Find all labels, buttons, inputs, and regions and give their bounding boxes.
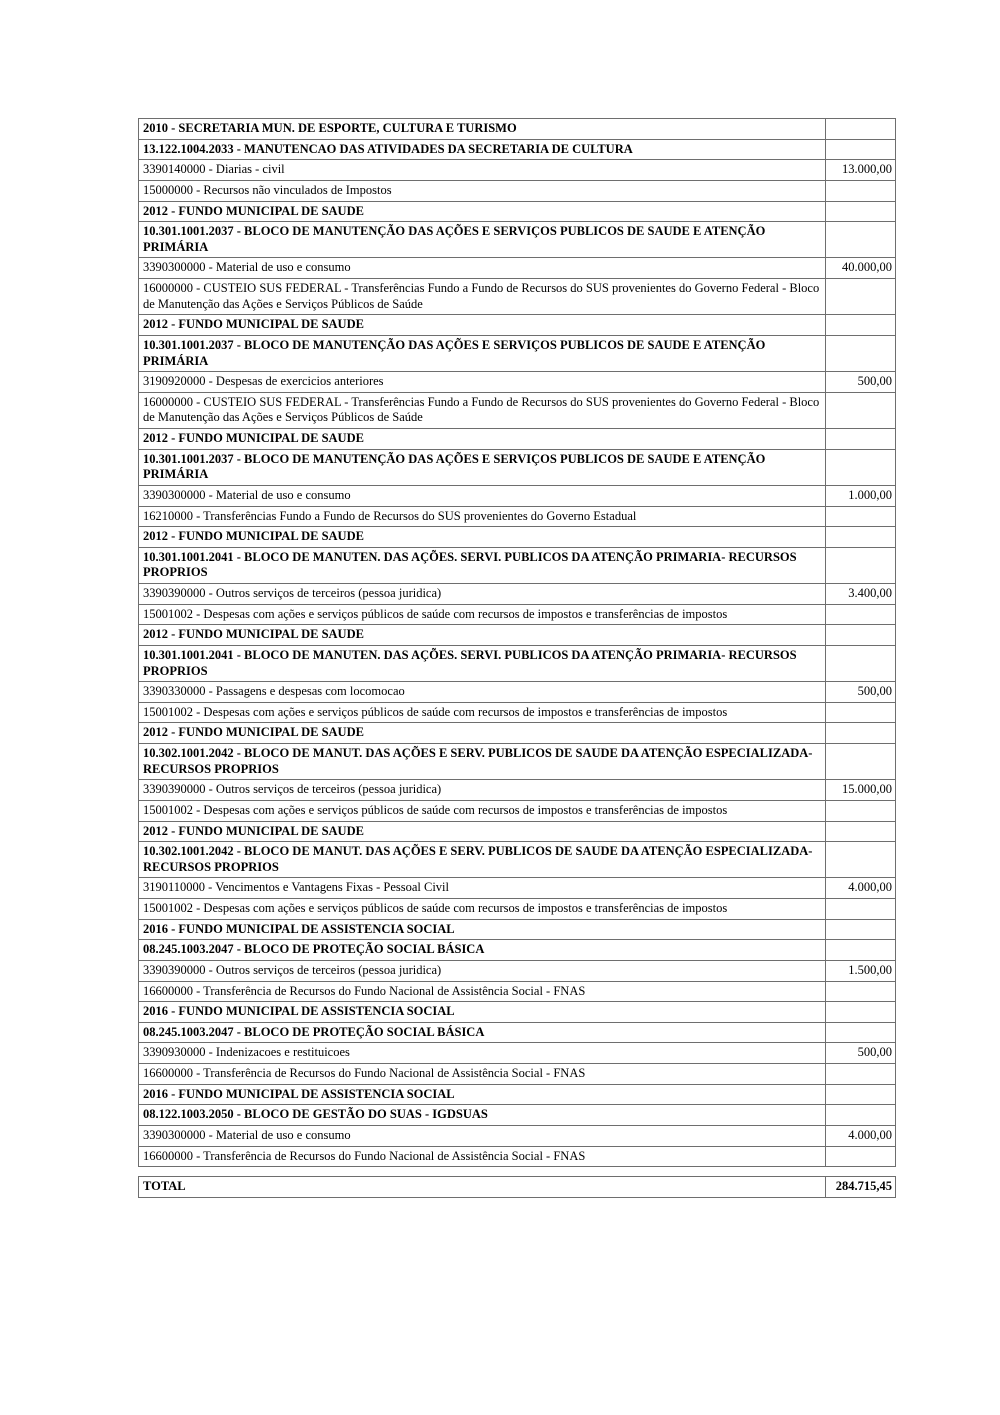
- table-row: [139, 392, 896, 428]
- row-description: 2012 - FUNDO MUNICIPAL DE SAUDE: [139, 821, 826, 842]
- row-description: 10.302.1001.2042 - BLOCO DE MANUT. DAS AÇÕES E SERV. PUBLICOS DE SAUDE DA ATENÇÃO ESPECIALIZADA- RECURSOS PROPRIOS: [139, 842, 826, 878]
- row-description: 3390300000 - Material de uso e consumo: [139, 1125, 826, 1146]
- row-description: 10.301.1001.2037 - BLOCO DE MANUTENÇÃO DAS AÇÕES E SERVIÇOS PUBLICOS DE SAUDE E ATENÇÃO PRIMÁRIA: [139, 335, 826, 371]
- table-row: [139, 899, 896, 920]
- row-value: [826, 315, 896, 336]
- row-description: 3390300000 - Material de uso e consumo: [139, 258, 826, 279]
- table-row: [139, 180, 896, 201]
- table-row: [139, 1125, 896, 1146]
- table-row: [139, 878, 896, 899]
- row-description: 15001002 - Despesas com ações e serviços públicos de saúde com recursos de impostos e transferências de impostos: [139, 800, 826, 821]
- row-value: [826, 800, 896, 821]
- table-row: [139, 1064, 896, 1085]
- table-row: [139, 744, 896, 780]
- row-description: 15001002 - Despesas com ações e serviços públicos de saúde com recursos de impostos e transferências de impostos: [139, 702, 826, 723]
- row-value: [826, 1064, 896, 1085]
- row-description: 15001002 - Despesas com ações e serviços públicos de saúde com recursos de impostos e transferências de impostos: [139, 899, 826, 920]
- table-row: [139, 258, 896, 279]
- budget-document: [138, 118, 892, 1198]
- row-value: 500,00: [826, 372, 896, 393]
- row-description: 08.245.1003.2047 - BLOCO DE PROTEÇÃO SOCIAL BÁSICA: [139, 1022, 826, 1043]
- table-row: [139, 940, 896, 961]
- row-description: 10.301.1001.2041 - BLOCO DE MANUTEN. DAS AÇÕES. SERVI. PUBLICOS DA ATENÇÃO PRIMARIA- RECURSOS PROPRIOS: [139, 645, 826, 681]
- table-row: [139, 604, 896, 625]
- row-value: [826, 1002, 896, 1023]
- table-row: [139, 1043, 896, 1064]
- row-value: [826, 744, 896, 780]
- row-value: [826, 723, 896, 744]
- row-description: 08.122.1003.2050 - BLOCO DE GESTÃO DO SUAS - IGDSUAS: [139, 1105, 826, 1126]
- row-description: 2016 - FUNDO MUNICIPAL DE ASSISTENCIA SOCIAL: [139, 1002, 826, 1023]
- row-description: 15000000 - Recursos não vinculados de Impostos: [139, 180, 826, 201]
- row-value: [826, 1084, 896, 1105]
- row-description: 10.301.1001.2041 - BLOCO DE MANUTEN. DAS AÇÕES. SERVI. PUBLICOS DA ATENÇÃO PRIMARIA- RECURSOS PROPRIOS: [139, 547, 826, 583]
- row-description: 10.301.1001.2037 - BLOCO DE MANUTENÇÃO DAS AÇÕES E SERVIÇOS PUBLICOS DE SAUDE E ATENÇÃO PRIMÁRIA: [139, 222, 826, 258]
- row-description: 16600000 - Transferência de Recursos do Fundo Nacional de Assistência Social - FNAS: [139, 1064, 826, 1085]
- table-row: [139, 1084, 896, 1105]
- row-description: 16000000 - CUSTEIO SUS FEDERAL - Transferências Fundo a Fundo de Recursos do SUS provenientes do Governo Federal - Bloco de Manutenção das Ações e Serviços Públicos de Saúde: [139, 279, 826, 315]
- row-value: 40.000,00: [826, 258, 896, 279]
- table-row: [139, 842, 896, 878]
- row-value: [826, 625, 896, 646]
- row-description: 3390140000 - Diarias - civil: [139, 160, 826, 181]
- table-row: [139, 1002, 896, 1023]
- row-value: [826, 919, 896, 940]
- total-value: 284.715,45: [826, 1177, 896, 1198]
- row-description: 3390330000 - Passagens e despesas com locomocao: [139, 682, 826, 703]
- row-description: 3390930000 - Indenizacoes e restituicoes: [139, 1043, 826, 1064]
- table-row: [139, 201, 896, 222]
- row-description: 16000000 - CUSTEIO SUS FEDERAL - Transferências Fundo a Fundo de Recursos do SUS provenientes do Governo Federal - Bloco de Manutenção das Ações e Serviços Públicos de Saúde: [139, 392, 826, 428]
- row-value: [826, 527, 896, 548]
- table-row: [139, 960, 896, 981]
- table-row: [139, 1022, 896, 1043]
- table-row: [139, 222, 896, 258]
- row-value: 3.400,00: [826, 584, 896, 605]
- row-description: 2012 - FUNDO MUNICIPAL DE SAUDE: [139, 315, 826, 336]
- row-description: 2012 - FUNDO MUNICIPAL DE SAUDE: [139, 527, 826, 548]
- table-row: [139, 160, 896, 181]
- row-value: [826, 981, 896, 1002]
- table-row: [139, 780, 896, 801]
- row-value: [826, 279, 896, 315]
- table-row: [139, 645, 896, 681]
- table-row: [139, 1105, 896, 1126]
- row-value: 15.000,00: [826, 780, 896, 801]
- table-row: [139, 335, 896, 371]
- row-description: 3190110000 - Vencimentos e Vantagens Fixas - Pessoal Civil: [139, 878, 826, 899]
- table-row: [139, 682, 896, 703]
- table-row: [139, 547, 896, 583]
- row-description: 2012 - FUNDO MUNICIPAL DE SAUDE: [139, 429, 826, 450]
- row-description: 16600000 - Transferência de Recursos do Fundo Nacional de Assistência Social - FNAS: [139, 981, 826, 1002]
- row-description: 15001002 - Despesas com ações e serviços públicos de saúde com recursos de impostos e transferências de impostos: [139, 604, 826, 625]
- row-description: 2016 - FUNDO MUNICIPAL DE ASSISTENCIA SOCIAL: [139, 919, 826, 940]
- table-row: [139, 800, 896, 821]
- row-value: [826, 506, 896, 527]
- row-description: 3390300000 - Material de uso e consumo: [139, 485, 826, 506]
- row-description: 10.301.1001.2037 - BLOCO DE MANUTENÇÃO DAS AÇÕES E SERVIÇOS PUBLICOS DE SAUDE E ATENÇÃO PRIMÁRIA: [139, 449, 826, 485]
- row-value: [826, 429, 896, 450]
- row-description: 2010 - SECRETARIA MUN. DE ESPORTE, CULTURA E TURISMO: [139, 119, 826, 140]
- table-row: [139, 372, 896, 393]
- table-row: [139, 506, 896, 527]
- table-row: [139, 723, 896, 744]
- row-value: [826, 821, 896, 842]
- row-description: 2012 - FUNDO MUNICIPAL DE SAUDE: [139, 625, 826, 646]
- row-value: [826, 222, 896, 258]
- row-value: 500,00: [826, 682, 896, 703]
- row-value: 1.500,00: [826, 960, 896, 981]
- row-description: 3190920000 - Despesas de exercicios anteriores: [139, 372, 826, 393]
- row-description: 2012 - FUNDO MUNICIPAL DE SAUDE: [139, 723, 826, 744]
- table-row: [139, 1146, 896, 1167]
- row-value: [826, 547, 896, 583]
- row-description: 10.302.1001.2042 - BLOCO DE MANUT. DAS AÇÕES E SERV. PUBLICOS DE SAUDE DA ATENÇÃO ESPECIALIZADA- RECURSOS PROPRIOS: [139, 744, 826, 780]
- table-row: [139, 919, 896, 940]
- total-label: TOTAL: [139, 1177, 826, 1198]
- row-value: 13.000,00: [826, 160, 896, 181]
- row-value: 4.000,00: [826, 1125, 896, 1146]
- table-row: [139, 429, 896, 450]
- table-row: [139, 139, 896, 160]
- row-value: [826, 842, 896, 878]
- table-row: [139, 584, 896, 605]
- budget-table-body: [139, 119, 896, 1167]
- row-value: [826, 139, 896, 160]
- row-description: 08.245.1003.2047 - BLOCO DE PROTEÇÃO SOCIAL BÁSICA: [139, 940, 826, 961]
- table-row: [139, 485, 896, 506]
- row-description: 13.122.1004.2033 - MANUTENCAO DAS ATIVIDADES DA SECRETARIA DE CULTURA: [139, 139, 826, 160]
- row-description: 2012 - FUNDO MUNICIPAL DE SAUDE: [139, 201, 826, 222]
- row-value: 1.000,00: [826, 485, 896, 506]
- budget-table: [138, 118, 896, 1167]
- table-row: [139, 625, 896, 646]
- row-value: [826, 119, 896, 140]
- row-value: [826, 335, 896, 371]
- row-value: [826, 1105, 896, 1126]
- table-row: [139, 119, 896, 140]
- row-value: [826, 1146, 896, 1167]
- row-value: [826, 1022, 896, 1043]
- table-row: [139, 279, 896, 315]
- row-description: 3390390000 - Outros serviços de terceiros (pessoa juridica): [139, 960, 826, 981]
- row-value: [826, 702, 896, 723]
- row-value: [826, 899, 896, 920]
- row-description: 3390390000 - Outros serviços de terceiros (pessoa juridica): [139, 780, 826, 801]
- row-value: 4.000,00: [826, 878, 896, 899]
- table-row: [139, 527, 896, 548]
- row-description: 2016 - FUNDO MUNICIPAL DE ASSISTENCIA SOCIAL: [139, 1084, 826, 1105]
- row-value: [826, 645, 896, 681]
- table-row: [139, 702, 896, 723]
- row-description: 16600000 - Transferência de Recursos do Fundo Nacional de Assistência Social - FNAS: [139, 1146, 826, 1167]
- total-table: [138, 1176, 896, 1198]
- row-value: [826, 392, 896, 428]
- table-row: [139, 821, 896, 842]
- total-row: [139, 1177, 896, 1198]
- row-value: 500,00: [826, 1043, 896, 1064]
- row-description: 3390390000 - Outros serviços de terceiros (pessoa juridica): [139, 584, 826, 605]
- row-value: [826, 201, 896, 222]
- row-value: [826, 940, 896, 961]
- row-value: [826, 180, 896, 201]
- table-row: [139, 315, 896, 336]
- row-value: [826, 604, 896, 625]
- table-row: [139, 449, 896, 485]
- table-row: [139, 981, 896, 1002]
- row-description: 16210000 - Transferências Fundo a Fundo de Recursos do SUS provenientes do Governo Estadual: [139, 506, 826, 527]
- row-value: [826, 449, 896, 485]
